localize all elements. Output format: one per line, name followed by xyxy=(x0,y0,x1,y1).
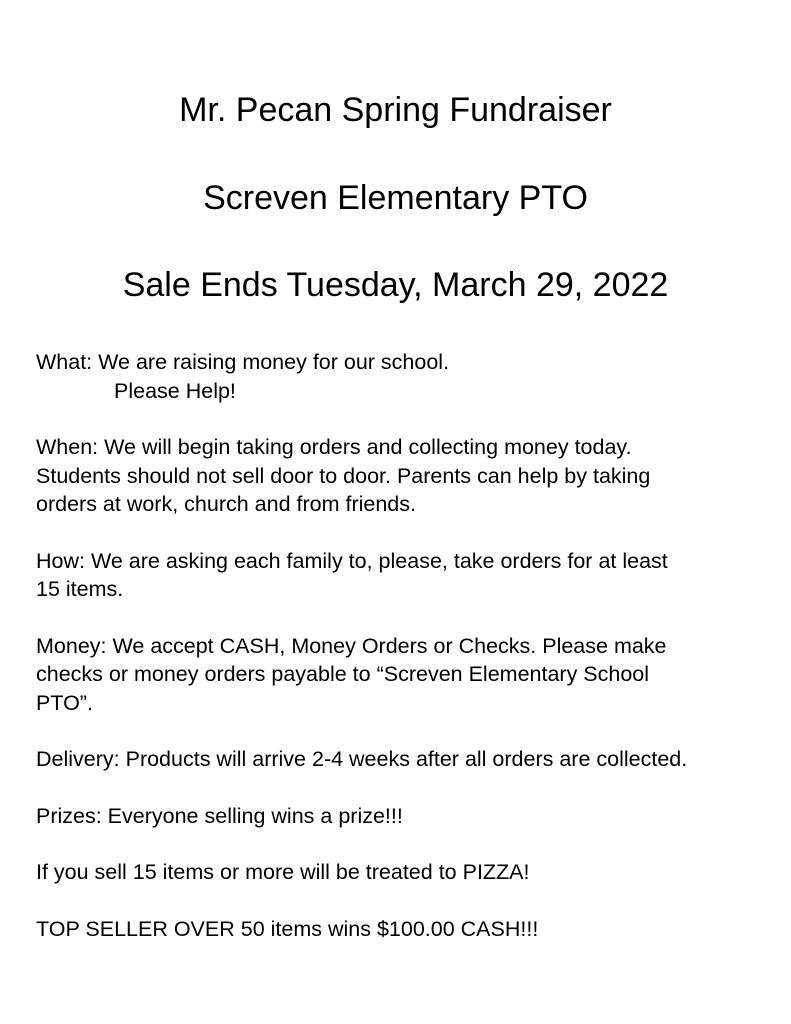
when-line-2: Students should not sell door to door. Parents can help by taking xyxy=(36,463,651,488)
flyer-body xyxy=(36,348,766,971)
how-line-2: 15 items. xyxy=(36,577,124,601)
prizes-line-1: Prizes: Everyone selling wins a prize!!! xyxy=(36,803,403,828)
section-when xyxy=(36,433,766,519)
when-line-1: When: We will begin taking orders and collecting money today. xyxy=(36,435,632,459)
when-line-3: orders at work, church and from friends. xyxy=(36,492,416,516)
money-line-2: checks or money orders payable to “Screven Elementary School xyxy=(36,662,650,686)
what-line-1: What: We are raising money for our school. xyxy=(36,350,450,374)
pizza-line-1: If you sell 15 items or more will be treated to PIZZA! xyxy=(36,860,530,884)
top-seller-line-1: TOP SELLER OVER 50 items wins $100.00 CASH!!! xyxy=(36,916,539,941)
section-pizza xyxy=(36,858,766,887)
money-line-1: Money: We accept CASH, Money Orders or Checks. Please make xyxy=(36,633,667,658)
sale-deadline: Sale Ends Tuesday, March 29, 2022 xyxy=(122,266,669,304)
money-line-3: PTO”. xyxy=(36,690,93,715)
what-line-2: Please Help! xyxy=(114,378,236,403)
section-what xyxy=(36,348,766,405)
section-money xyxy=(36,632,766,718)
organization-name: Screven Elementary PTO xyxy=(203,179,588,217)
section-delivery xyxy=(36,745,766,774)
section-how xyxy=(36,547,766,604)
section-prizes xyxy=(36,802,766,831)
delivery-line-1: Delivery: Products will arrive 2-4 weeks after all orders are collected. xyxy=(36,747,688,771)
how-line-1: How: We are asking each family to, please, take orders for at least xyxy=(36,548,668,573)
section-top-seller xyxy=(36,915,766,944)
flyer-title: Mr. Pecan Spring Fundraiser xyxy=(179,91,612,129)
